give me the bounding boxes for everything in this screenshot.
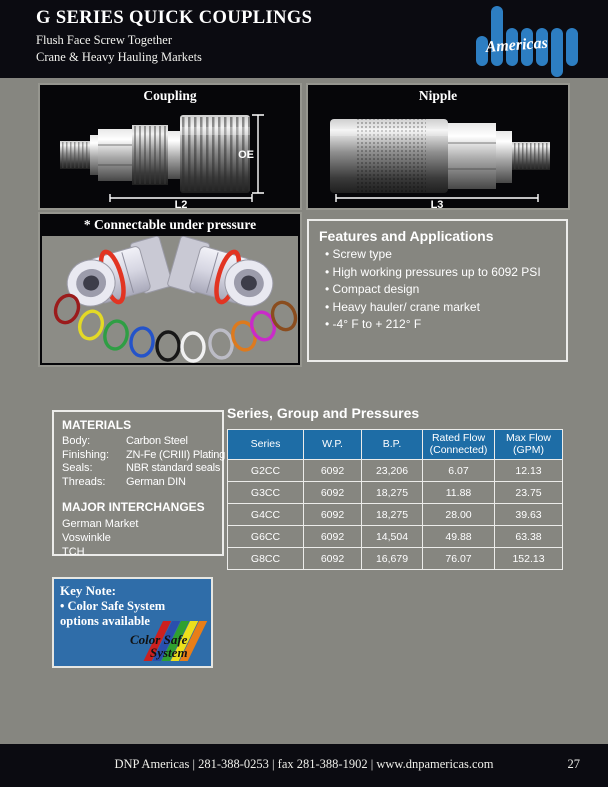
interchanges-list	[62, 517, 214, 559]
interchanges-title: MAJOR INTERCHANGES	[62, 500, 205, 514]
pressure-table-cell: 63.38	[495, 526, 563, 548]
dnp-americas-logo	[468, 2, 602, 78]
pressure-table-row	[228, 504, 563, 526]
pressure-table-cell: 76.07	[423, 548, 495, 570]
color-ring	[208, 329, 234, 360]
connectable-image	[42, 236, 298, 363]
pressure-table-cell: 152.13	[495, 548, 563, 570]
pressure-table-cell: 6092	[304, 526, 362, 548]
interchange-item: TCH	[62, 546, 85, 558]
nipple-dim-l3: L3	[430, 199, 444, 209]
pressure-table-cell: 12.13	[495, 460, 563, 482]
pressure-table-cell: 6.07	[423, 460, 495, 482]
materials-title: MATERIALS	[62, 418, 132, 432]
materials-row	[62, 476, 214, 490]
connectable-panel-title: * Connectable under pressure	[83, 217, 257, 232]
pressure-table-row	[228, 460, 563, 482]
features-box	[307, 219, 568, 362]
materials-label: Body:	[62, 435, 91, 447]
materials-value: German DIN	[126, 475, 186, 488]
header-line: (Connected)	[429, 443, 488, 456]
pressure-table-cell: 23.75	[495, 482, 563, 504]
nipple-body	[330, 119, 550, 193]
coupling-dim-l2: L2	[174, 199, 188, 209]
pressure-table-cell: 39.63	[495, 504, 563, 526]
keynote-bullet: • Color Safe System options available	[60, 599, 166, 628]
connectable-drawing	[42, 236, 298, 363]
materials-row	[62, 462, 221, 476]
color-ring	[182, 333, 205, 362]
feature-item: • High working pressures up to 6092 PSI	[325, 264, 541, 279]
pressure-table-header-cell	[495, 430, 563, 460]
page-subtitle-2: Crane & Heavy Hauling Markets	[36, 50, 202, 64]
coupling-photo	[40, 105, 300, 209]
pressure-table-cell: G6CC	[228, 526, 304, 548]
pressure-table-cell: 23,206	[362, 460, 423, 482]
materials-row	[62, 448, 226, 463]
nipple-photo	[308, 105, 568, 209]
coupling-panel-title: Coupling	[143, 88, 197, 103]
materials-value: NBR standard seals	[126, 462, 221, 474]
color-ring	[157, 332, 180, 361]
color-ring	[76, 308, 106, 341]
pressure-table-row	[228, 482, 563, 504]
connectable-panel	[38, 212, 302, 367]
materials-value: ZN-Fe (CRIII) Plating	[126, 448, 226, 461]
color-safe-text-2: System	[150, 645, 188, 660]
pressure-table-header-cell	[423, 430, 495, 460]
nipple-panel-title: Nipple	[418, 88, 458, 103]
logo-americas-text: Americas	[485, 34, 549, 56]
pressure-table-cell: 6092	[304, 504, 362, 526]
pressure-table-cell: G4CC	[228, 504, 304, 526]
footer-contact: DNP Americas | 281-388-0253 | fax 281-388-1902 | www.dnpamericas.com	[114, 757, 494, 771]
header-line: (GPM)	[513, 443, 544, 456]
page-footer	[0, 744, 608, 787]
pressure-table-cell: 28.00	[423, 504, 495, 526]
color-ring	[230, 320, 258, 352]
pressure-table-cell: 6092	[304, 460, 362, 482]
coupling-panel	[38, 83, 302, 210]
page-number: 27	[567, 757, 580, 771]
pressure-table-cell: G3CC	[228, 482, 304, 504]
pressure-table	[227, 429, 563, 570]
pressure-table-header-cell	[228, 430, 304, 460]
pressure-table-header-row	[228, 430, 563, 460]
pressure-table-cell: 6092	[304, 548, 362, 570]
pressure-table-title: Series, Group and Pressures	[227, 405, 420, 421]
pressure-table-cell: 16,679	[362, 548, 423, 570]
color-ring	[102, 319, 129, 351]
page-title: G SERIES QUICK COUPLINGS	[36, 8, 313, 28]
pressure-table-body	[228, 460, 563, 570]
keynote-box	[52, 577, 213, 668]
color-ring	[130, 327, 155, 357]
page-subtitle-1: Flush Face Screw Together	[36, 33, 173, 47]
pressure-table-cell: G2CC	[228, 460, 304, 482]
pressure-table-cell: 14,504	[362, 526, 423, 548]
materials-label: Threads:	[62, 475, 106, 488]
feature-item: • -4° F to + 212° F	[325, 317, 422, 331]
header-line: Max Flow	[506, 432, 551, 444]
materials-box	[52, 410, 224, 556]
features-list	[319, 244, 556, 332]
pressure-table-row	[228, 548, 563, 570]
pressure-table-cell: 18,275	[362, 482, 423, 504]
pressure-table-header-cell	[362, 430, 423, 460]
interchange-item: German Market	[62, 518, 139, 530]
materials-row	[62, 435, 214, 449]
header-line: B.P.	[382, 437, 402, 450]
materials-value: Carbon Steel	[126, 435, 188, 447]
coupling-body	[60, 115, 250, 193]
feature-item: • Heavy hauler/ crane market	[325, 299, 480, 314]
interchange-item: Voswinkle	[62, 532, 111, 544]
page-header	[0, 0, 608, 78]
feature-item: • Screw type	[325, 247, 392, 261]
pressure-table-cell: G8CC	[228, 548, 304, 570]
materials-rows	[62, 435, 226, 489]
materials-label: Seals:	[62, 462, 93, 474]
pressure-table-cell: 6092	[304, 482, 362, 504]
header-line: Rated Flow	[431, 432, 486, 444]
nipple-panel	[306, 83, 570, 210]
color-safe-text-1: Color Safe	[130, 632, 188, 647]
header-line: W.P.	[322, 437, 343, 450]
feature-item: • Compact design	[325, 282, 420, 296]
header-line: Series	[250, 437, 281, 450]
materials-label: Finishing:	[62, 448, 110, 461]
pressure-table-row	[228, 526, 563, 548]
features-title: Features and Applications	[319, 228, 494, 244]
pressure-table-cell: 18,275	[362, 504, 423, 526]
color-safe-system-logo	[114, 619, 208, 663]
pressure-table-cell: 11.88	[423, 482, 495, 504]
pressure-table-cell: 49.88	[423, 526, 495, 548]
pressure-table-header-cell	[304, 430, 362, 460]
keynote-title: Key Note:	[60, 583, 116, 598]
coupling-dim-oe: OE	[238, 149, 254, 161]
